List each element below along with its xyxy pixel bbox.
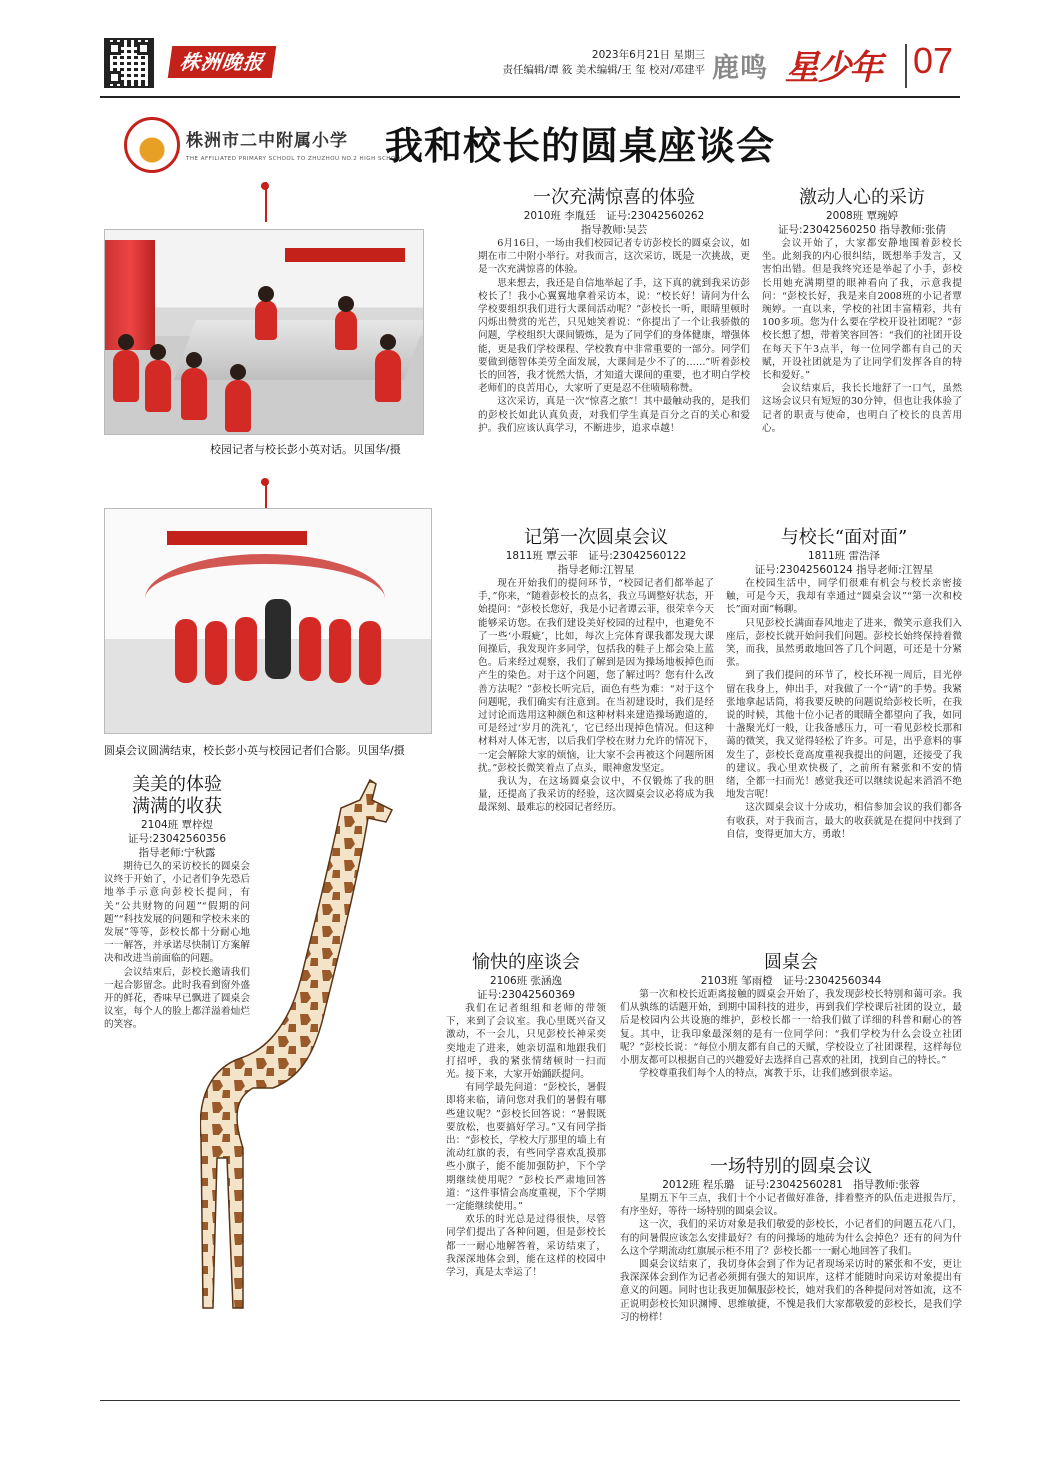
article-paragraph: 期待已久的采访校长的圆桌会议终于开始了，小记者们争先恐后地举手示意向彭校长提问，有关“公共财物的问题”“假期的问题”“科技发展的问题和学校未来的发展”等等，彭校长都十分耐心地一一解答，并承诺尽快制订方案解决和改进当前面临的问题。	[104, 861, 250, 965]
article-paragraph: 只见彭校长满面春风地走了进来，微笑示意我们入座后，彭校长就开始问我们问题。彭校长始终保持着微笑，而我，虽然勇敢地回答了几个问题，可还是十分紧张。	[726, 617, 962, 669]
article-paragraph: 我们在记者组组和老师的带领下，来到了会议室。我心里既兴奋又激动，不一会儿，只见彭校长神采奕奕地走了进来，她亲切温和地跟我们打招呼，我的紧张情绪顿时一扫而光。接下来，大家开始踊跃提问。	[446, 1003, 606, 1081]
footer-rule	[100, 1400, 960, 1401]
article-title: 愉快的座谈会	[472, 952, 580, 973]
photo-caption: 圆桌会议圆满结束，校长彭小英与校园记者们合影。贝国华/摄	[104, 744, 405, 757]
article-paragraph: 思来想去，我还是自信地举起了手，这下真的就到我采访彭校长了！我小心翼翼地拿着采访本，说：“校长好！请问为什么学校要组织我们进行大课间活动呢？”彭校长一听，眼睛里顿时闪烁出赞赏的光芒，只见她笑着说：“你提出了一个让我骄傲的问题，学校组织大课间锻炼，是为了同学们的身体健康，增强体能，更是我们学校课程、学校教育中非常重要的一部分。同学们要做到德智体美劳全面发展，大课间是少不了的……”听着彭校长的回答，我才恍然大悟，才知道大课间的重要，也才明白学校老师们的良苦用心，大家听了更是忍不住啧啧称赞。	[478, 277, 750, 395]
photo-interview	[104, 229, 424, 435]
article-paragraph: 6月16日，一场由我们校园记者专访彭校长的圆桌会议，如期在市二中附小举行。对我而言，这次采访，既是一次挑战，更是一次充满惊喜的体验。	[478, 238, 750, 276]
pin-icon	[261, 182, 269, 190]
article-byline: 指导教师:吴芸	[580, 224, 648, 236]
article-title: 激动人心的采访	[799, 187, 925, 208]
article-title: 美美的体验	[132, 774, 222, 795]
article-paragraph: 欢乐的时光总是过得很快，尽管同学们提出了各种问题，但是彭校长都一一耐心地解答着，采访结束了，我深深地体会到，能在这样的校园中学习，真是太幸运了！	[446, 1214, 606, 1279]
article-paragraph: 圆桌会议结束了，我切身体会到了作为记者现场采访时的紧张和不安，更让我深深体会到作为记者必须拥有强大的知识库，这样才能随时向采访对象提出有意义的问题。同时也让我更加佩服彭校长，她对我们的各种提问对答如流，这不正说明彭校长知识渊博、思维敏捷，不愧是我们大家都敬爱的彭校长，是我们学习的榜样！	[620, 1259, 962, 1323]
article-paragraph: 我认为，在这场圆桌会议中，不仅锻炼了我的胆量，还提高了我采访的经验，这次圆桌会议必将成为我最深刻、最难忘的校园记者经历。	[478, 776, 714, 814]
article-paragraph: 现在开始我们的提问环节，“校园记者们都举起了手，”你来，“随着彭校长的点名，我立马调整好状态，开始提问：“彭校长您好，我是小记者谭云菲，很荣幸今天能够采访您。在我们建设美好校园的过程中，也避免不了一些‘小瑕疵’，比如，每次上完体育课我都发现大课间操后，我发现许多同学，包括我的鞋子上都会染上蓝色。后来经过观察，我们了解到是因为操场地板掉色而产生的染色。对于这个问题，您了解过吗？您有什么改善方法呢？”彭校长听完后，面色有些为难：“对于这个问题呢，我们确实有注意到。在当初建设时，我们是经过讨论而选用这种颜色和这种材料来建造操场跑道的，可是经过‘岁月的洗礼’，它已经出现掉色情况。但这种材料对人体无害，以后我们学校在财力允许的情况下，一定会解除大家的烦恼，让大家不会再被这个问题所困扰。”彭校长微笑着点了点头，眼神愈发坚定。	[478, 578, 714, 774]
qr-code-icon	[104, 38, 154, 88]
section-name: 鹿鸣	[712, 53, 768, 84]
article-paragraph: 星期五下午三点，我们十个小记者做好准备，排着整齐的队伍走进报告厅，有序坐好，等待一场特别的圆桌会议。	[620, 1193, 962, 1218]
article-paragraph: 第一次和校长近距离接触的圆桌会开始了，我发现彭校长特别和蔼可亲。我们从孰练的话题开始，到期中国科技的进步，再到我们学校课后社团的设立，最后是校园内公共设施的维护，彭校长都一一给我们做了详细的科普和耐心的答复。其中，让我印象最深刻的是有一位同学问：“我们学校为什么会设立社团呢？”彭校长说：“每位小朋友都有自己的天赋，学校设立了社团课程，这样每位小朋友都可以根据自己的兴趣爱好去选择自己喜欢的社团，找到自己的特长。”	[620, 989, 962, 1067]
article-title: 与校长“面对面”	[780, 527, 908, 548]
article-byline: 1811班 覃云菲 证号:23042560122	[505, 550, 687, 562]
article-title: 一场特别的圆桌会议	[710, 1156, 872, 1177]
article-byline: 2008班 覃琬婷	[825, 210, 899, 222]
article-byline: 证号:23042560356	[127, 833, 227, 845]
article-byline: 2104班 覃梓煜	[140, 819, 214, 831]
article-paragraph: 这次采访，真是一次“惊喜之旅”！其中最触动我的，是我们的彭校长如此认真负责，对我们学生真是百分之百的关心和爱护。我们应该认真学习，不断进步，追求卓越！	[478, 396, 750, 434]
article-byline: 1811班 雷浩泽	[807, 550, 881, 562]
article-surprise	[478, 187, 750, 435]
article-pleasant	[446, 952, 606, 1279]
article-title: 满满的收获	[132, 796, 222, 817]
article-face-to-face	[726, 527, 962, 841]
article-paragraph: 会议结束后，我长长地舒了一口气，虽然这场会议只有短短的30分钟，但也让我体验了记者的职责与使命，也明白了校长的良苦用心。	[762, 383, 962, 434]
article-byline: 证号:23042560369	[476, 989, 576, 1001]
article-paragraph: 这次圆桌会议十分成功，相信参加会议的我们都各有收获，对于我而言，最大的收获就是在提问中找到了自信，变得更加大方，勇敢！	[726, 802, 962, 840]
issue-meta	[470, 48, 705, 78]
article-byline: 2010班 李胤廷 证号:23042560262	[523, 210, 705, 222]
article-paragraph: 在校园生活中，同学们很难有机会与校长亲密接触，可是今天，我却有幸通过“圆桌会议”“第一次和校长”面对面”畅聊。	[726, 578, 962, 616]
issue-editors: 责任编辑/谭 筱 美术编辑/王 玺 校对/邓建平	[502, 64, 705, 76]
article-title: 一次充满惊喜的体验	[533, 187, 695, 208]
article-round-table	[620, 952, 962, 1080]
article-exciting	[762, 187, 962, 435]
article-special	[620, 1156, 962, 1324]
article-byline: 指导老师:江智星	[557, 564, 635, 576]
article-byline: 证号:23042560124 指导老师:江智星	[754, 564, 934, 576]
pin-icon	[261, 478, 269, 486]
issue-date: 2023年6月21日 星期三	[591, 49, 705, 61]
article-paragraph: 学校尊重我们每个人的特点，寓教于乐，让我们感到很幸运。	[639, 1068, 899, 1080]
photo-caption: 校园记者与校长彭小英对话。贝国华/摄	[210, 443, 401, 456]
article-byline: 2106班 张涵逸	[489, 975, 563, 987]
wall-banner	[167, 531, 307, 545]
school-logo-icon	[124, 117, 180, 173]
header-rule	[100, 96, 960, 98]
article-title: 记第一次圆桌会议	[524, 527, 668, 548]
article-first-meeting	[478, 527, 714, 815]
school-name: 株洲市二中附属小学	[186, 131, 348, 151]
photo-group	[104, 508, 432, 734]
wall-banner	[285, 248, 405, 262]
article-byline: 证号:23042560250 指导教师:张倩	[778, 224, 946, 236]
header-divider	[905, 44, 907, 88]
article-paragraph: 到了我们提问的环节了，校长环视一周后，目光停留在我身上，伸出手，对我做了一个“请”的手势。我紧张地拿起话筒，将我要反映的问题说给彭校长听，在我说的时候，其他十位小记者的眼睛全都望向了我，如同十盏聚光灯一般，让我备感压力，可一看见彭校长那和蔼的微笑，我又觉得轻松了许多。可是，出乎意料的事发生了，彭校长竟高度重视我提出的问题，还接受了我的建议。我心里欢快极了，之前所有紧张和不安的情绪，全都一扫而光！感觉我还可以继续说起来滔滔不绝地发言呢！	[726, 670, 962, 801]
column-logo: 星少年	[785, 48, 881, 88]
newspaper-brand: 株洲晚报	[168, 46, 276, 78]
article-paragraph: 这一次，我们的采访对象是我们敬爱的彭校长，小记者们的问题五花八门，有的问暑假应该怎么安排最好？有的问操场的地砖为什么会掉色？还有的问为什么这个学期流动红旗展示柜不用了？彭校长都一一耐心地回答了我们。	[620, 1219, 962, 1257]
article-harvest	[104, 774, 250, 1032]
page-number: 07	[913, 40, 954, 81]
article-paragraph: 会议结束后，彭校长邀请我们一起合影留念。此时我看到窗外盛开的鲜花，香味早已飘进了圆桌会议室，每个人的脸上都洋溢着灿烂的笑容。	[104, 966, 250, 1031]
page-title: 我和校长的圆桌座谈会	[385, 124, 776, 168]
article-byline: 指导老师:宁秋露	[138, 847, 216, 859]
school-name-en: THE AFFILIATED PRIMARY SCHOOL TO ZHUZHOU NO.2 HIGH SCHOOL	[186, 156, 405, 162]
article-paragraph: 有同学最先问道：“彭校长，暑假即将来临，请问您对我们的暑假有哪些建议呢？”彭校长回答说：“暑假既要放松，也要搞好学习。”又有同学指出：“彭校长，学校大厅那里的墙上有流动红旗的表，有些同学喜欢乱摸那些小旗子，能不能加强防护，下个学期继续使用呢？”彭校长严肃地回答道：“这件事情会高度重视，下个学期一定能继续使用。”	[446, 1082, 606, 1213]
article-paragraph: 会议开始了，大家都安静地围着彭校长坐。此刻我的内心很纠结，既想举手发言，又害怕出错。但是我终究还是举起了小手，彭校长用她充满期望的眼神看向了我，示意我提问：“彭校长好，我是来自2008班的小记者覃琬婷。一直以来，学校的社团丰富精彩，共有100多项。您为什么要在学校开设社团呢？”彭校长想了想，带着笑容回答：“我们的社团开设在每天下午3点半，每一位同学都有自己的天赋，开设社团就是为了让同学们发挥各自的特长和爱好。”	[762, 238, 962, 382]
flag-shape	[105, 240, 155, 350]
article-byline: 2012班 程乐璐 证号:23042560281 指导教师:张蓉	[662, 1179, 920, 1191]
article-title: 圆桌会	[764, 952, 818, 973]
article-byline: 2103班 邹雨橙 证号:23042560344	[700, 975, 882, 987]
